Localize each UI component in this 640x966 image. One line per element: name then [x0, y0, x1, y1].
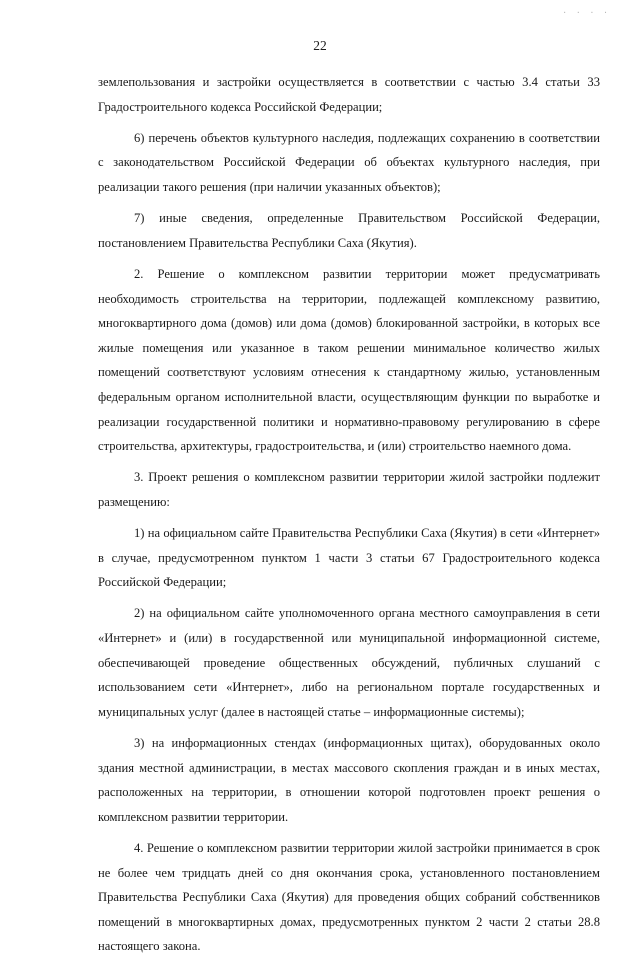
document-body — [98, 70, 600, 966]
clause-2: 2. Решение о комплексном развитии территории может предусматривать необходимость строительства на территории, подлежащей комплексному развитию, многоквартирного дома (домов) или дома (домов) блокированной застройки, в которых все жилые помещения или указанное в таком решении минимальное количество жилых помещений соответствуют условиям отнесения к стандартному жилью, установленным федеральным органом исполнительной власти, осуществляющим функции по выработке и реализации государственной политики и нормативно-правовому регулированию в сфере строительства, архитектуры, градостроительства, и (или) строительство наемного дома. — [98, 266, 600, 454]
clause-3: 3. Проект решения о комплексном развитии территории жилой застройки подлежит размещению: — [98, 470, 600, 509]
list-item-7: 7) иные сведения, определенные Правительством Российской Федерации, постановлением Правительства Республики Саха (Якутия). — [98, 211, 600, 250]
clause-4: 4. Решение о комплексном развитии территории жилой застройки принимается в срок не более чем тридцать дней со дня окончания срока, установленного постановлением Правительства Республики Саха (Якутия) для проведения общих собраний собственников помещений в многоквартирных домах, предусмотренных пунктом 2 части 2 статьи 28.8 настоящего закона. — [98, 840, 600, 954]
clause-3-item-1: 1) на официальном сайте Правительства Республики Саха (Якутия) в сети «Интернет» в случае, предусмотренном пунктом 1 части 3 статьи 67 Градостроительного кодекса Российской Федерации; — [98, 526, 600, 590]
clause-3-item-3: 3) на информационных стендах (информационных щитах), оборудованных около здания местной администрации, в местах массового скопления граждан и в иных местах, расположенных на территории, в отношении которой подготовлен проект решения о комплексном развитии территории. — [98, 736, 600, 824]
page-number: 22 — [313, 38, 327, 53]
paragraph-continuation: землепользования и застройки осуществляется в соответствии с частью 3.4 статьи 33 Градостроительного кодекса Российской Федерации; — [98, 75, 600, 114]
list-item-6: 6) перечень объектов культурного наследия, подлежащих сохранению в соответствии с законодательством Российской Федерации об объектах культурного наследия, при реализации такого решения (при наличии указанных объектов); — [98, 130, 600, 194]
clause-3-item-2: 2) на официальном сайте уполномоченного органа местного самоуправления в сети «Интернет» и (или) в государственной или муниципальной информационной системе, обеспечивающей проведение общественных обсуждений, публичных слушаний с использованием сети «Интернет», либо на региональном портале государственных и муниципальных услуг (далее в настоящей статье – информационные системы); — [98, 606, 600, 719]
scan-corner-marks: . . . . — [562, 6, 610, 15]
